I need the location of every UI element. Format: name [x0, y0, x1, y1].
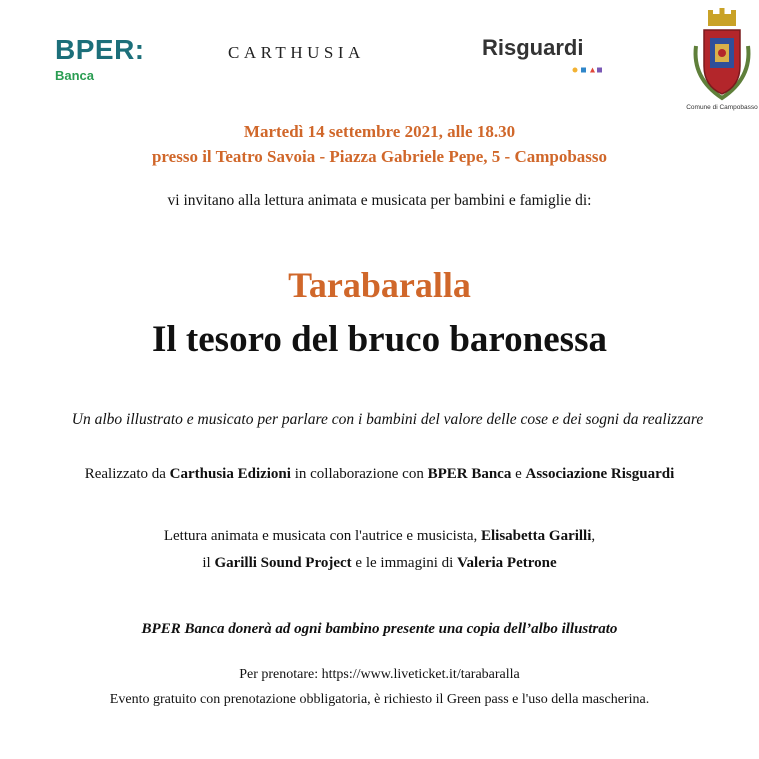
bper-logo: [55, 36, 145, 83]
made-by-prefix: Realizzato da: [84, 466, 170, 482]
subtitle: Un albo illustrato e musicato per parlare con i bambini del valore delle cose e dei sogni da realizzare: [71, 411, 704, 428]
reading-author: Elisabetta Garilli: [480, 528, 592, 544]
carthusia-logo: CARTHUSIA: [228, 43, 365, 62]
reading-line2-middle: e le immagini di: [351, 555, 458, 571]
title-main: Tarabaralla: [288, 265, 471, 305]
made-by-association: Associazione Risguardi: [525, 466, 675, 482]
bper-logo-sub: Banca: [55, 68, 95, 83]
risguardi-logo: [482, 35, 583, 61]
made-by-middle: in collaborazione con: [290, 466, 428, 482]
free-event-info: Evento gratuito con prenotazione obbligatoria, è richiesto il Green pass e l'uso della mascherina.: [109, 692, 650, 707]
reading-line1-suffix: ,: [591, 528, 596, 544]
reading-line1-prefix: Lettura animata e musicata con l'autrice e musicista,: [163, 528, 481, 544]
logos-header: [0, 0, 759, 120]
reading-line-1: [0, 528, 759, 545]
event-invite: vi invitano alla lettura animata e musicata per bambini e famiglie di:: [167, 192, 592, 209]
title-sub: Il tesoro del bruco baronessa: [152, 319, 607, 360]
event-venue: presso il Teatro Savoia - Piazza Gabriele Pepe, 5 - Campobasso: [151, 147, 608, 166]
gift-notice: BPER Banca donerà ad ogni bambino presente una copia dell’albo illustrato: [141, 621, 618, 637]
reading-project: Garilli Sound Project: [214, 555, 352, 571]
campobasso-crest: [682, 6, 759, 116]
crest-label: Comune di Campobasso: [686, 104, 758, 111]
risguardi-dots-icon: [572, 67, 602, 73]
made-by-publisher: Carthusia Edizioni: [169, 466, 291, 482]
risguardi-logo-name: Risguardi: [482, 35, 584, 60]
bper-logo-name: BPER:: [55, 34, 145, 65]
reading-line-2: [0, 555, 759, 572]
made-by-line: [0, 466, 759, 483]
reading-line2-prefix: il: [202, 555, 215, 571]
made-by-and: e: [511, 466, 526, 482]
reading-illustrator: Valeria Petrone: [457, 555, 557, 571]
crest-icon: [682, 6, 759, 102]
booking-info: Per prenotare: https://www.liveticket.it/tarabaralla: [239, 667, 520, 682]
event-date: Martedì 14 settembre 2021, alle 18.30: [243, 122, 516, 141]
made-by-bank: BPER Banca: [427, 466, 512, 482]
